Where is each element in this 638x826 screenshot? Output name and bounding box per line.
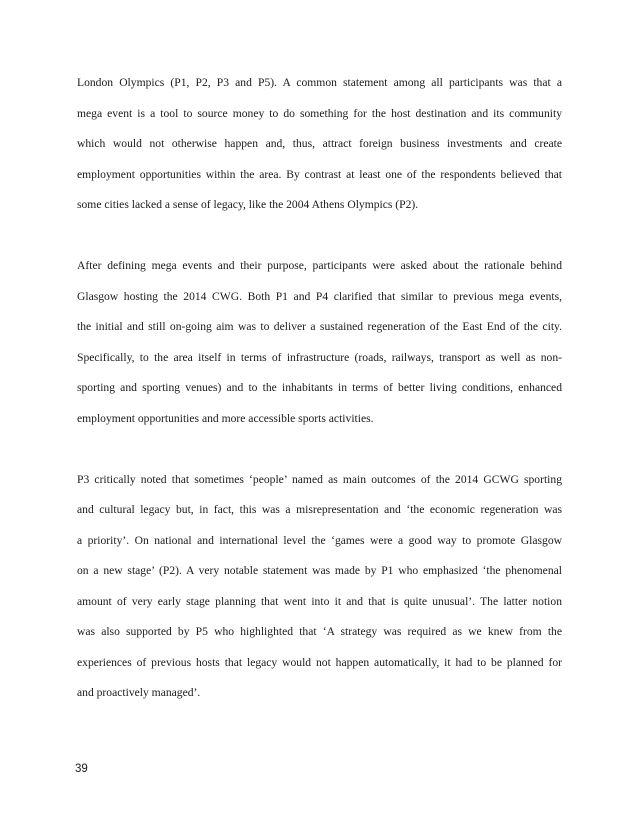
text-line: London Olympics (P1, P2, P3 and P5). A common statement among all participants was that a xyxy=(77,76,562,89)
text-line: and cultural legacy but, in fact, this was a misrepresentation and ‘the economic regeneration was xyxy=(77,503,562,517)
paragraph xyxy=(77,465,562,709)
text-line: After defining mega events and their purpose, participants were asked about the rationale behind xyxy=(77,259,562,273)
text-line: a priority’. On national and international level the ‘games were a good way to promote Glasgow xyxy=(77,533,562,547)
text-line: sporting and sporting venues) and to the inhabitants in terms of better living conditions, enhanced xyxy=(77,381,562,395)
paragraph-gap xyxy=(77,221,562,252)
text-line: the initial and still on-going aim was to deliver a sustained regeneration of the East End of the city. xyxy=(77,320,562,334)
text-line: P3 critically noted that sometimes ‘people’ named as main outcomes of the 2014 GCWG sporting xyxy=(77,472,562,486)
paragraph xyxy=(77,251,562,434)
text-line: employment opportunities and more accessible sports activities. xyxy=(77,411,374,425)
body-text xyxy=(77,68,562,709)
text-line: was also supported by P5 who highlighted that ‘A strategy was required as we knew from the xyxy=(77,625,562,639)
text-line: Glasgow hosting the 2014 CWG. Both P1 and P4 clarified that similar to previous mega events, xyxy=(77,289,562,303)
page-number: 39 xyxy=(75,763,88,775)
text-line: experiences of previous hosts that legacy would not happen automatically, it had to be planned for xyxy=(77,655,562,669)
text-line: which would not otherwise happen and, thus, attract foreign business investments and create xyxy=(77,137,562,150)
text-line: mega event is a tool to source money to do something for the host destination and its community xyxy=(77,106,562,120)
text-line: Specifically, to the area itself in terms of infrastructure (roads, railways, transport as well as non- xyxy=(77,350,562,364)
text-line: on a new stage’ (P2). A very notable statement was made by P1 who emphasized ‘the phenomenal xyxy=(77,564,562,578)
text-line: and proactively managed’. xyxy=(77,686,201,700)
text-line: some cities lacked a sense of legacy, like the 2004 Athens Olympics (P2). xyxy=(77,198,419,211)
paragraph xyxy=(77,68,562,221)
text-line: amount of very early stage planning that went into it and that is quite unusual’. The latter notion xyxy=(77,594,562,608)
paragraph-gap xyxy=(77,434,562,465)
text-line: employment opportunities within the area. By contrast at least one of the respondents believed that xyxy=(77,167,562,181)
